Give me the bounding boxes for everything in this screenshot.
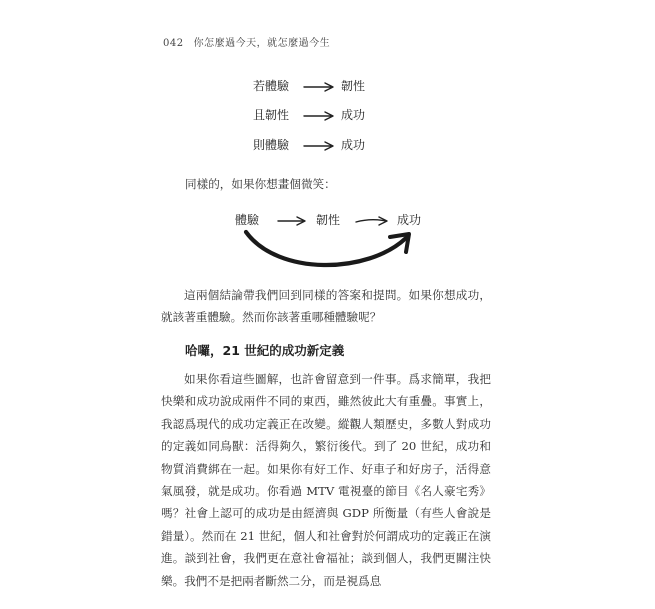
arrow-icon bbox=[303, 81, 335, 93]
diagram-row-2-right: 成功 bbox=[341, 108, 366, 122]
diagram-row-2-left: 且韌性 bbox=[253, 108, 290, 122]
page-number: 042 bbox=[163, 38, 184, 49]
arrow-icon bbox=[303, 140, 335, 152]
section-heading: 哈囉，21 世紀的成功新定義 bbox=[185, 343, 345, 358]
diagram-row-1-left: 若體驗 bbox=[253, 79, 290, 93]
diagram-row-3-right: 成功 bbox=[341, 138, 366, 152]
arrow-icon bbox=[355, 215, 389, 227]
paragraph-body: 如果你看這些圖解，也許會留意到一件事。爲求簡單，我把快樂和成功說成兩件不同的東西，雖然彼此大有重疊。事實上，我認爲現代的成功定義正在改變。縱觀人類歷史，多數人對成功的定義如同鳥獸：活得夠久，繁衍後代。到了 20 世紀，成功和物質消費綁在一起。如果你有好工作、好車子和好房子，活得意氣風發，就是成功。你看過 MTV 電視臺的節目《名人豪宅秀》嗎？社會上認可的成功是由經濟與 GDP 所衡量（有些人會說是錯量）。然而在 21 世紀，個人和社會對於何謂成功的定義正在演進。談到社會，我們更在意社會福祉；談到個人，我們更關注快樂。我們不是把兩者斷然二分，而是視爲息 bbox=[161, 372, 491, 588]
arrow-icon bbox=[303, 110, 335, 122]
smile-label-experience: 體驗 bbox=[235, 213, 260, 227]
diagram-row-3-left: 則體驗 bbox=[253, 138, 290, 152]
running-header bbox=[163, 34, 330, 49]
smile-label-resilience: 韌性 bbox=[316, 213, 341, 227]
book-title: 你怎麼過今天，就怎麼過今生 bbox=[193, 38, 331, 49]
curved-arrow-icon bbox=[238, 228, 418, 274]
arrow-icon bbox=[277, 215, 307, 227]
paragraph-conclusion: 這兩個結論帶我們回到同樣的答案和提問。如果你想成功，就該著重體驗。然而你該著重哪種體驗呢？ bbox=[161, 288, 491, 325]
intro-line: 同樣的，如果你想畫個微笑： bbox=[185, 177, 336, 191]
diagram-row-1-right: 韌性 bbox=[341, 79, 366, 93]
smile-label-success: 成功 bbox=[397, 213, 422, 227]
